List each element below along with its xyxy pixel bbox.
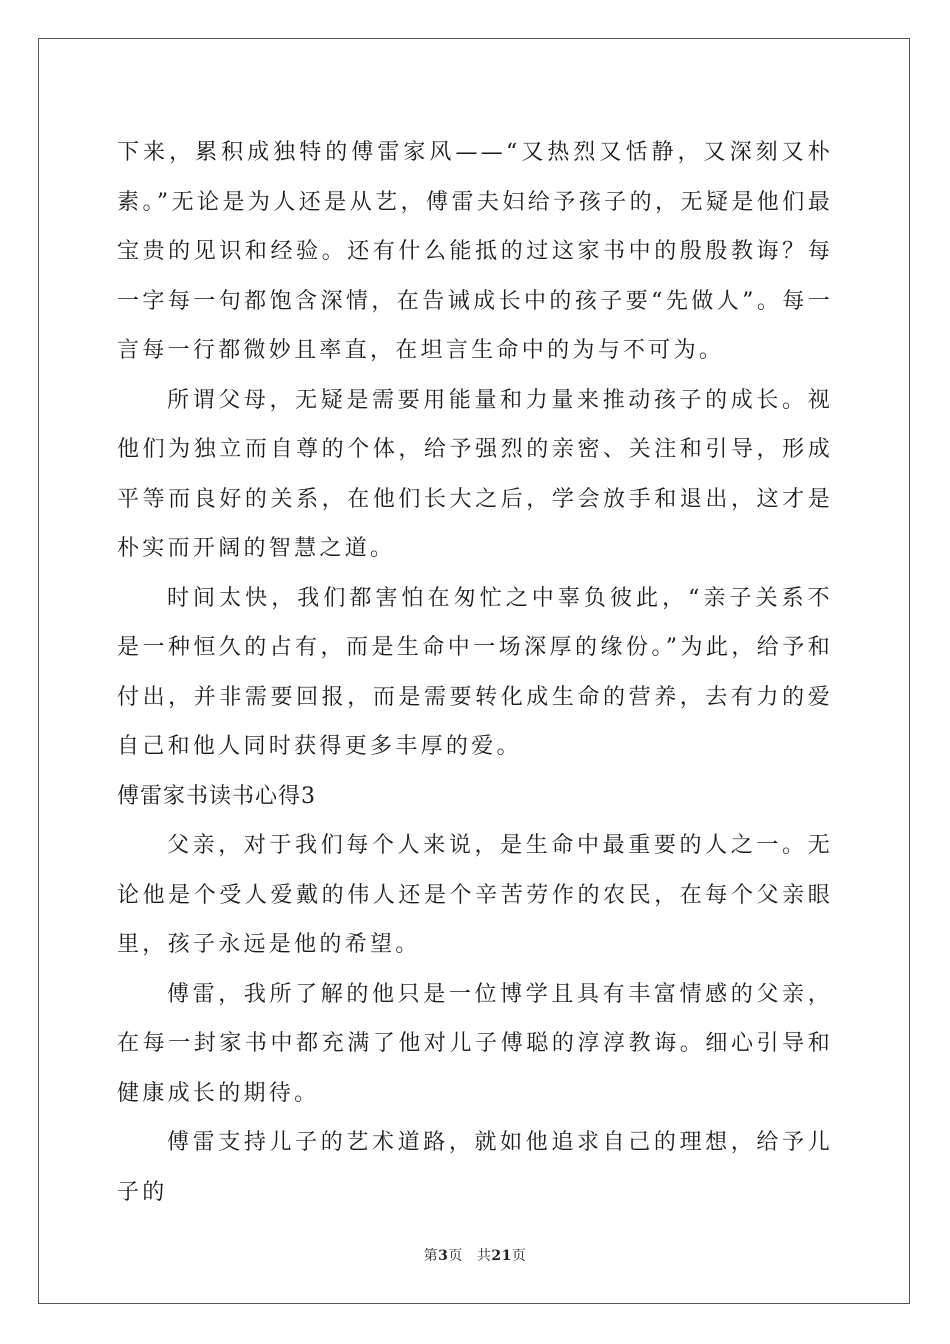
paragraph: 傅雷支持儿子的艺术道路，就如他追求自己的理想，给予儿子的 [117, 1130, 833, 1205]
paragraph-continued: 下来，累积成独特的傅雷家风——“又热烈又恬静，又深刻又朴素。”无论是为人还是从艺，傅雷夫妇给予孩子的，无疑是他们最宝贵的见识和经验。还有什么能抵的过这家书中的殷殷教诲？每一字每一句都饱含深情，在告诫成长中的孩子要“先做人”。每一言每一行都微妙且率直，在坦言生命中的为与不可为。 [117, 140, 833, 363]
page-footer [0, 1245, 950, 1265]
page-suffix: 页 [448, 1248, 463, 1264]
paragraph: 时间太快，我们都害怕在匆忙之中辜负彼此，“亲子关系不是一种恒久的占有，而是生命中一场深厚的缘份。”为此，给予和付出，并非需要回报，而是需要转化成生命的营养，去有力的爱自己和他人同时获得更多丰厚的爱。 [117, 585, 833, 759]
total-prefix: 共 [476, 1248, 492, 1264]
section-heading: 傅雷家书读书心得3 [117, 783, 316, 809]
page-prefix: 第 [423, 1248, 439, 1264]
document-body [117, 128, 833, 1217]
paragraph: 所谓父母，无疑是需要用能量和力量来推动孩子的成长。视他们为独立而自尊的个体，给予强烈的亲密、关注和引导，形成平等而良好的关系，在他们长大之后，学会放手和退出，这才是朴实而开阔的智慧之道。 [117, 387, 833, 561]
paragraph: 父亲，对于我们每个人来说，是生命中最重要的人之一。无论他是个受人爱戴的伟人还是个辛苦劳作的农民，在每个父亲眼里，孩子永远是他的希望。 [117, 833, 833, 957]
total-suffix: 页 [511, 1248, 527, 1264]
page-number: 3 [438, 1248, 449, 1264]
paragraph: 傅雷，我所了解的他只是一位博学且具有丰富情感的父亲，在每一封家书中都充满了他对儿子傅聪的淳淳教诲。细心引导和健康成长的期待。 [117, 981, 833, 1106]
total-pages: 21 [491, 1248, 512, 1264]
